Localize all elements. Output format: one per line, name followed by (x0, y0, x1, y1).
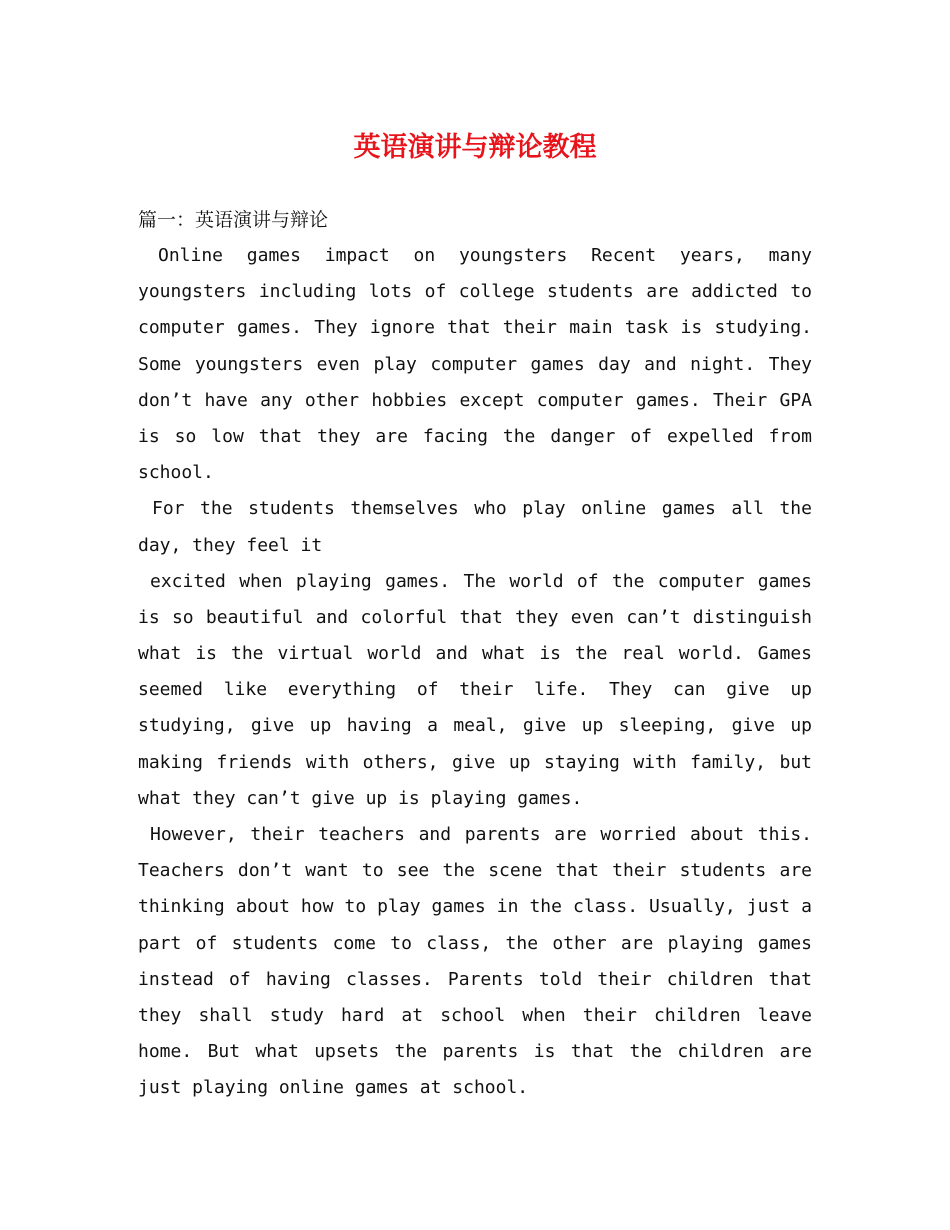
text-line: school. (138, 462, 214, 484)
text-line: don’t have any other hobbies except computer games. Their GPA (138, 389, 812, 411)
text-line: what is the virtual world and what is the real world. Games (138, 643, 812, 665)
text-line: excited when playing games. The world of the computer games (150, 570, 812, 592)
text-line: youngsters including lots of college students are addicted to (138, 281, 812, 303)
text-line: is so beautiful and colorful that they even can’t distinguish (138, 606, 812, 628)
section-heading: 篇一：英语演讲与辩论 (138, 209, 329, 231)
text-line: For the students themselves who play online games all the (152, 498, 812, 520)
text-line: Some youngsters even play computer games day and night. They (138, 353, 812, 375)
text-line: seemed like everything of their life. They can give up (138, 679, 812, 701)
text-line: Teachers don’t want to see the scene that their students are (138, 860, 812, 882)
text-line: instead of having classes. Parents told their children that (138, 968, 812, 990)
text-line: is so low that they are facing the danger of expelled from (138, 425, 812, 447)
body-text (138, 238, 812, 1107)
text-line: making friends with others, give up staying with family, but (138, 751, 812, 773)
text-line: day, they feel it (138, 534, 323, 556)
document-title: 英语演讲与辩论教程 (353, 132, 597, 163)
text-line: computer games. They ignore that their main task is studying. (138, 317, 812, 339)
text-line: However, their teachers and parents are worried about this. (150, 824, 812, 845)
text-line: Online games impact on youngsters Recent years, many (158, 245, 812, 266)
text-line: thinking about how to play games in the class. Usually, just a (138, 896, 812, 918)
text-line: they shall study hard at school when their children leave (138, 1004, 812, 1026)
text-line: what they can’t give up is playing games. (138, 787, 583, 809)
text-line: part of students come to class, the other are playing games (138, 932, 812, 954)
text-line: studying, give up having a meal, give up sleeping, give up (138, 715, 812, 737)
text-line: just playing online games at school. (138, 1077, 529, 1099)
text-line: home. But what upsets the parents is that the children are (138, 1041, 812, 1063)
